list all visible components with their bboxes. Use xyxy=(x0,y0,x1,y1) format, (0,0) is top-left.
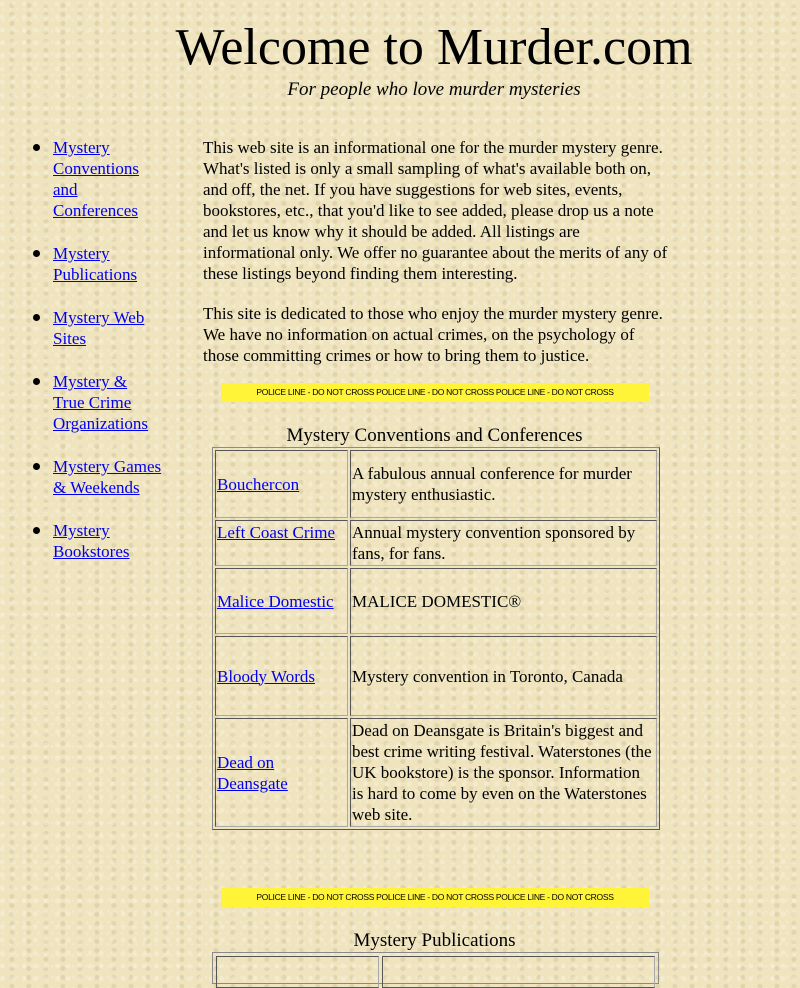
convention-link[interactable]: Malice Domestic xyxy=(217,591,334,611)
table-cell-name xyxy=(215,450,348,518)
bullet-icon xyxy=(33,250,40,257)
site-title: Welcome to Murder.com xyxy=(175,19,693,76)
intro-paragraph: This web site is an informational one for the murder mystery genre. What's listed is only a small sampling of what's available both on, and off, the net. If you have suggestions for web sites, events, bookstores, etc., that you'd like to see added, please drop us a note and let us know why it should be added. All listings are informational only. We offer no guarantee about the merits of any of these listings beyond finding them interesting. xyxy=(203,138,668,283)
table-cell-description: A fabulous annual conference for murder mystery enthusiastic. xyxy=(350,450,657,518)
table-cell-description xyxy=(382,956,655,988)
bullet-icon xyxy=(33,378,40,385)
sidebar-link-conventions[interactable]: Mystery Conventions and Conferences xyxy=(53,138,139,220)
site-tagline: For people who love murder mysteries xyxy=(287,79,581,100)
table-row xyxy=(215,718,657,827)
sidebar-item-bookstores xyxy=(32,520,162,562)
publications-heading: Mystery Publications xyxy=(353,930,516,951)
table-cell-name xyxy=(215,718,348,827)
sidebar-item-organizations xyxy=(32,371,162,434)
table-row xyxy=(215,520,657,566)
sidebar-list xyxy=(32,137,162,562)
convention-link[interactable]: Left Coast Crime xyxy=(217,523,336,542)
table-cell-name xyxy=(216,956,379,988)
table-cell-description: Dead on Deansgate is Britain's biggest and best crime writing festival. Waterstones (the UK bookstore) is the sponsor. Information is hard to come by even on the Waterstones web site. xyxy=(350,718,657,827)
bullet-icon xyxy=(33,527,40,534)
police-tape-divider: POLICE LINE - DO NOT CROSS POLICE LINE - DO NOT CROSS POLICE LINE - DO NOT CROSS xyxy=(221,888,649,907)
sidebar-item-games xyxy=(32,456,162,498)
sidebar-item-web-sites xyxy=(32,307,162,349)
main-content xyxy=(203,137,669,365)
table-cell-description: Mystery convention in Toronto, Canada xyxy=(350,636,657,716)
table-cell-description: MALICE DOMESTIC® xyxy=(350,568,657,634)
bullet-icon xyxy=(33,144,40,151)
table-cell-name xyxy=(215,568,348,634)
sidebar-item-publications xyxy=(32,243,162,285)
dedication-paragraph: This site is dedicated to those who enjoy the murder mystery genre. We have no information on actual crimes, on the psychology of those committing crimes or how to bring them to justice. xyxy=(203,304,663,365)
sidebar-item-conventions xyxy=(32,137,162,221)
sidebar-link-organizations[interactable]: Mystery & True Crime Organizations xyxy=(53,372,149,433)
table-row xyxy=(215,636,657,716)
police-tape-divider: POLICE LINE - DO NOT CROSS POLICE LINE - DO NOT CROSS POLICE LINE - DO NOT CROSS xyxy=(221,383,649,402)
bullet-icon xyxy=(33,463,40,470)
sidebar-nav xyxy=(32,137,162,584)
sidebar-link-bookstores[interactable]: Mystery Bookstores xyxy=(53,521,130,561)
sidebar-link-web-sites[interactable]: Mystery Web Sites xyxy=(53,308,145,348)
convention-link[interactable]: Bouchercon xyxy=(217,474,300,494)
bullet-icon xyxy=(33,314,40,321)
sidebar-link-games[interactable]: Mystery Games & Weekends xyxy=(53,457,162,497)
sidebar-link-publications[interactable]: Mystery Publications xyxy=(53,244,138,284)
conventions-heading: Mystery Conventions and Conferences xyxy=(286,425,583,446)
table-cell-description: Annual mystery convention sponsored by fans, for fans. xyxy=(350,520,657,566)
table-row xyxy=(215,450,657,518)
table-row xyxy=(215,568,657,634)
convention-link[interactable]: Dead on Deansgate xyxy=(217,752,288,793)
conventions-table xyxy=(212,447,660,830)
convention-link[interactable]: Bloody Words xyxy=(217,666,315,686)
publications-table xyxy=(212,952,659,984)
table-cell-name xyxy=(215,520,348,566)
table-cell-name xyxy=(215,636,348,716)
